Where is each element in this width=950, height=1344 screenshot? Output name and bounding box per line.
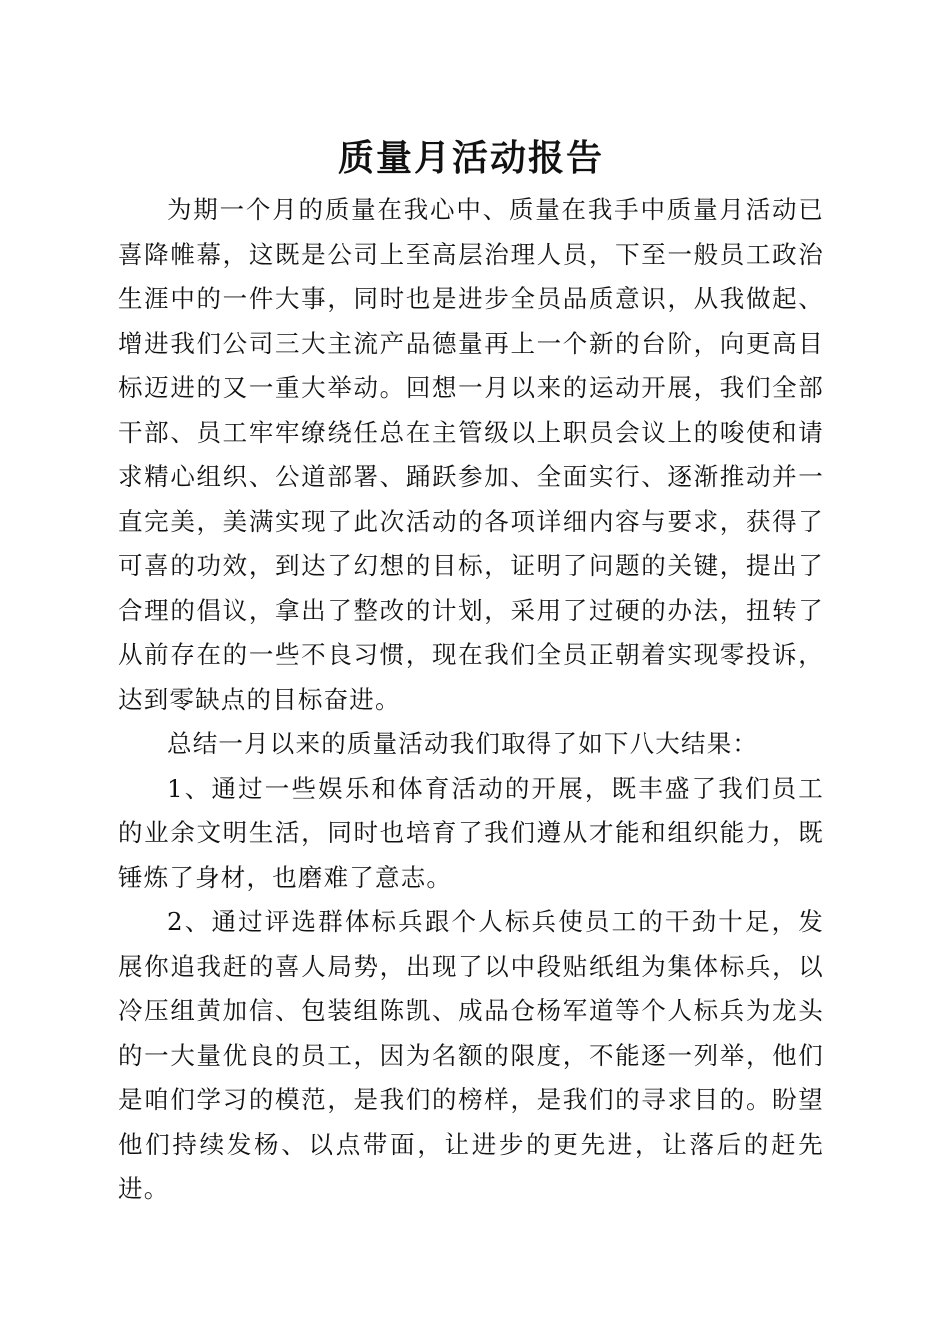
- intro-paragraph: 为期一个月的质量在我心中、质量在我手中质量月活动已喜降帷幕，这既是公司上至高层治理人员，下至一般员工政治生涯中的一件大事，同时也是进步全员品质意识，从我做起、增进我们公司三大主流产品德量再上一个新的台阶，向更高目标迈进的又一重大举动。回想一月以来的运动开展，我们全部干部、员工牢牢缭绕任总在主管级以上职员会议上的唆使和请求精心组织、公道部署、踊跃参加、全面实行、逐渐推动并一直完美，美满实现了此次活动的各项详细内容与要求，获得了可喜的功效，到达了幻想的目标，证明了问题的关键，提出了合理的倡议，拿出了整改的计划，采用了过硬的办法，扭转了从前存在的一些不良习惯，现在我们全员正朝着实现零投诉，达到零缺点的目标奋进。: [118, 195, 824, 714]
- document-page: [118, 128, 824, 1212]
- summary-paragraph: 总结一月以来的质量活动我们取得了如下八大结果：: [167, 729, 759, 758]
- result-item-2: 2、通过评选群体标兵跟个人标兵使员工的干劲十足，发展你追我赶的喜人局势，出现了以中段贴纸组为集体标兵，以冷压组黄加信、包装组陈凯、成品仓杨军道等个人标兵为龙头的一大量优良的员工，因为名额的限度，不能逐一列举，他们是咱们学习的模范，是我们的榜样，是我们的寻求目的。盼望他们持续发杨、以点带面，让进步的更先进，让落后的赶先进。: [118, 907, 824, 1203]
- document-title: 质量月活动报告: [337, 137, 604, 179]
- result-item-1: 1、通过一些娱乐和体育活动的开展，既丰盛了我们员工的业余文明生活，同时也培育了我们遵从才能和组织能力，既锤炼了身材，也磨难了意志。: [118, 773, 824, 892]
